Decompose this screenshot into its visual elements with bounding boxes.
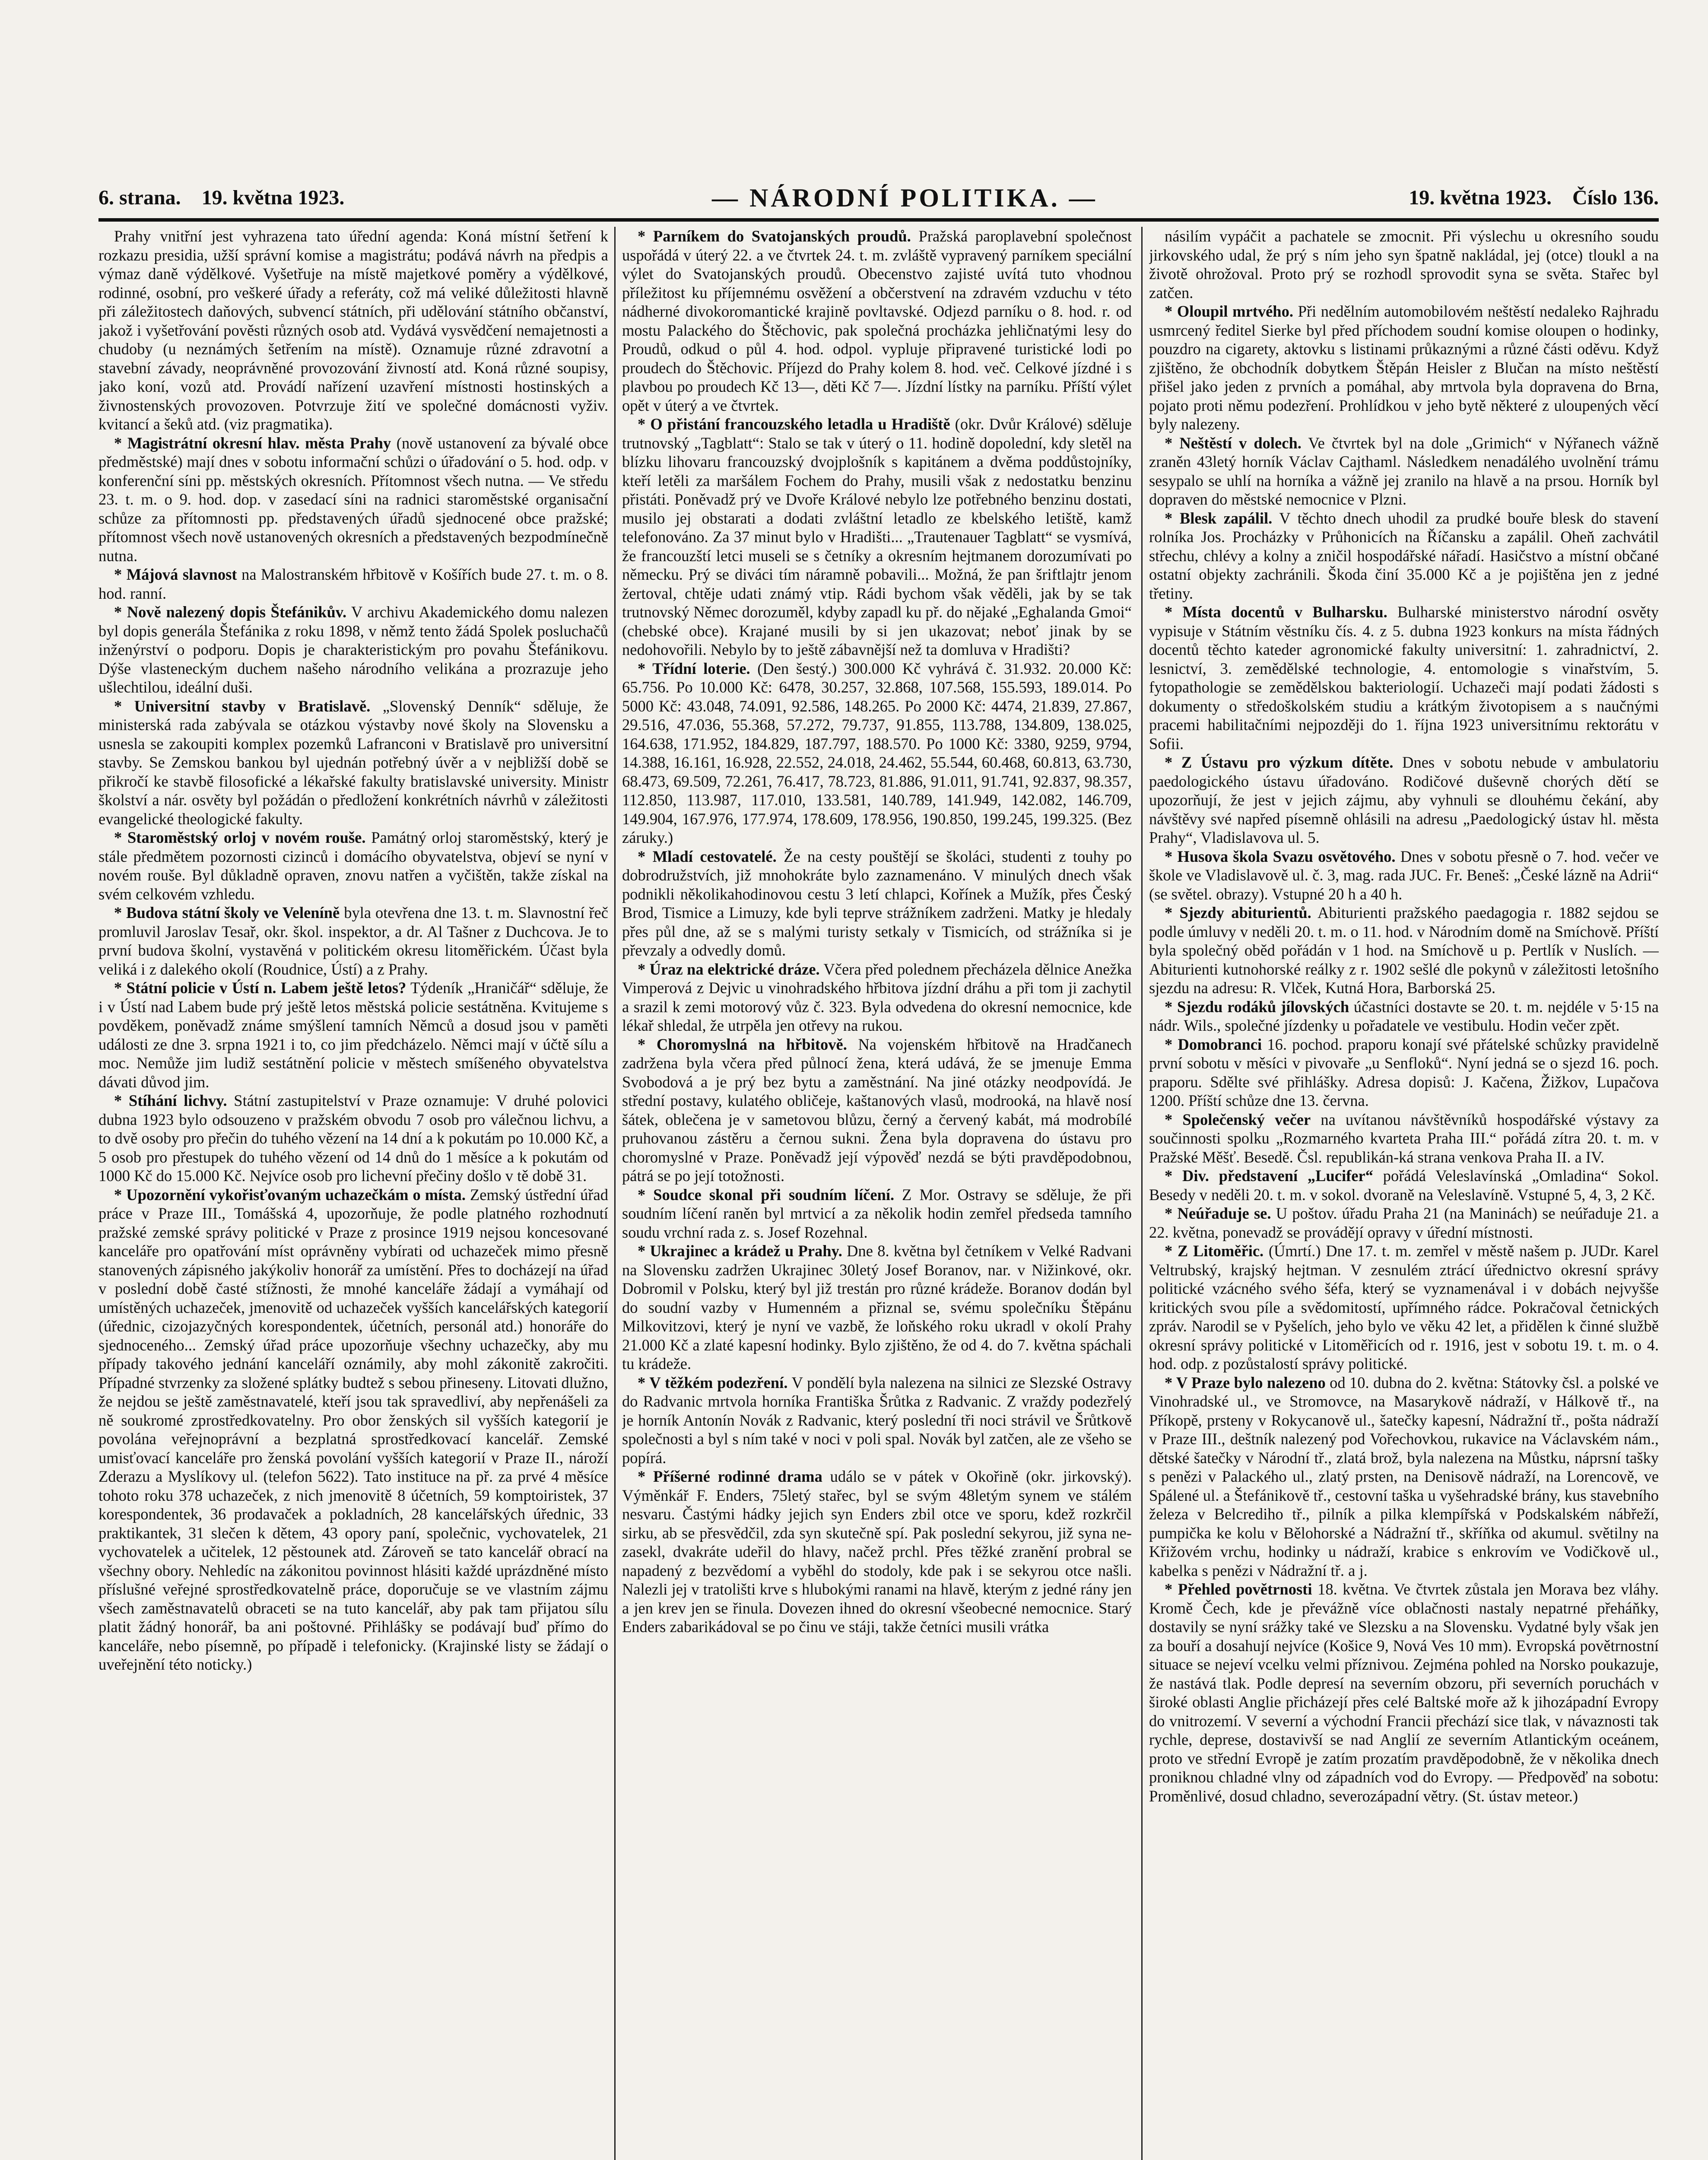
- news-article: [98, 565, 608, 603]
- news-article: [622, 1242, 1132, 1373]
- article-text: 18. května. Ve čtvrtek zůstala jen Morava bez vláhy. Kromě Čech, kde je převážně více oblačnosti nastaly nepatrné přeháňky, dostavily se nyní srážky také ve Slezsku a na Slovensku. Vydatné byly však jen za bouří a dosahují nejvíce (Košice 9, Nová Ves 10 mm). Evropská povětrnostní situace se nejeví vcelku velmi příznivou. Zejména pohled na Norsko poukazuje, že nastává tlak. Podle depresí na severním obzoru, při severních poruchách v široké oblasti Anglie přicházejí přes celé Baltské moře až k jihozápadní Evropy do vnitrozemí. V severní a východní Francii přechází sice tlak, v návaznosti tak rychle, deprese, dostavivší se nad Anglií ze severním Atlantickým oceánem, proto ve střední Evropě je zatím prozatím pravděpodobně, že v několika dnech proniknou chladné vlny od západních vod do Evropy. — Předpověď na sobotu: Proměnlivé, dosud chladno, severozápadní větry. (St. ústav meteor.): [1149, 1580, 1659, 1805]
- news-article: [98, 828, 608, 903]
- article-headline: * Mladí cestovatelé.: [638, 847, 777, 865]
- article-headline: * Husova škola Svazu osvětového.: [1165, 847, 1396, 865]
- article-headline: * Sjezdy abiturientů.: [1165, 904, 1311, 921]
- article-headline: * Parníkem do Svatojanských proudů.: [638, 227, 911, 245]
- article-text: Ve čtvrtek byl na dole „Grimich“ v Nýřanech vážně zraněn 43letý horník Václav Cajthaml. Následkem nenadálého uvolnění trámu sesypalo se uhlí na horníka a vážně jej zranilo na hlavě a na prsou. Horník byl dopraven do městské nemocnice v Plzni.: [1149, 434, 1659, 508]
- article-headline: * Nově nalezený dopis Štefánikův.: [114, 603, 347, 621]
- article-headline: * Státní policie v Ústí n. Labem ještě letos?: [114, 979, 406, 997]
- news-article: [1149, 1035, 1659, 1110]
- news-article: [98, 227, 608, 434]
- article-text: (nově ustanovení za bývalé obce předměstské) mají dnes v sobotu informační schůzi o úřadování o 5. hod. odp. v konferenční síni pp. městských okresních. Přítomnost všech nutna. — Ve středu 23. t. m. o 9. hod. dop. v zasedací síni na radnici staroměstské organisační schůze za přítomnosti pp. představených úřadů sjednocené obce pražské; přítomnost všech nově ustanovených okresních a představených bezpodmínečně nutna.: [98, 434, 608, 565]
- article-headline: * Příšerné rodinné drama: [638, 1468, 822, 1485]
- article-headline: * Oloupil mrtvého.: [1165, 302, 1293, 320]
- header-rule: [98, 218, 1659, 222]
- article-headline: * Domobranci: [1165, 1035, 1262, 1053]
- news-article: [1149, 1580, 1659, 1805]
- article-text: Státní zastupitelství v Praze oznamuje: V druhé polovici dubna 1923 bylo odsouzeno v pražském obvodu 7 osob pro válečnou lichvu, a to dvě osoby pro přečin do tuhého vězení na 14 dní a k pokutám po 10.000 Kč, a 5 osob pro přestupek do tuhého vězení od 14 dnů do 1 měsíce a k pokutám od 1000 Kč do 15.000 Kč. Nejvíce osob pro lichevní přečiny došlo v tě době 31.: [98, 1092, 608, 1185]
- article-text: Dnes v sobotu nebude v ambulatoriu paedologického ústavu úřadováno. Rodičové duševně chorých dětí se upozorňují, že jest v jejich zájmu, aby vyhnuli se dlouhému čekání, aby návštěvy své napřed písemně ohlásili na adresu „Paedologický ústav hl. města Prahy“, Vladislavova ul. 5.: [1149, 753, 1659, 846]
- article-text: (Úmrtí.) Dne 17. t. m. zemřel v městě našem p. JUDr. Karel Veltrubský, krajský hejtman. V zesnulém ztrácí úřednictvo okresní správy politické vzácného svého šéfa, který se vyznamenával i v dobách nejvyšše kritických svou píle a svědomitostí, upřímného rádce. Pokračoval četnických zpráv. Narodil se v Pyšelích, jeho bylo ve věku 42 let, a přidělen k činné službě okresní správy politické v Litoměřicích od r. 1916, jest v sobotu 19. t. m. o 4. hod. odp. z pozůstalostí správy politické.: [1149, 1242, 1659, 1372]
- article-text: V těchto dnech uhodil za prudké bouře blesk do stavení rolníka Jos. Procházky v Průhonicích na Říčansku a zapálil. Oheň zachvátil střechu, chlévy a kolny a zničil hospodářské nářadí. Hasičstvo a místní občané ostatní objekty zachránili. Škoda činí 35.000 Kč a je pojištěna jen z jedné třetiny.: [1149, 509, 1659, 602]
- article-text: 16. pochod. praporu konají své přátelské schůzky pravidelně první sobotu v měsíci v pivovaře „u Senfloků“. Nyní jedná se o sjezd 16. poch. praporu. Sdělte své přihlášky. Adresa dopisů: J. Kačena, Žižkov, Lupačova 1200. Příští schůze dne 13. června.: [1149, 1035, 1659, 1109]
- article-headline: * Budova státní školy ve Veleníně: [114, 904, 340, 921]
- news-article: [1149, 603, 1659, 753]
- article-text: Z Mor. Ostravy se sděluje, že při soudním líčení raněn byl mrtvicí a za několik hodin zemřel předseda tamního soudu vrchní rada z. s. Josef Rozehnal.: [622, 1185, 1132, 1241]
- news-article: [98, 434, 608, 565]
- article-headline: * Div. představení „Lucifer“: [1165, 1167, 1373, 1185]
- article-headline: * Ukrajinec a krádež u Prahy.: [638, 1242, 842, 1260]
- news-article: [622, 659, 1132, 847]
- news-article: [1149, 509, 1659, 603]
- news-article: [98, 1091, 608, 1185]
- news-article: [1149, 1110, 1659, 1167]
- column-divider: [1141, 227, 1143, 2160]
- news-article: [98, 603, 608, 697]
- article-headline: * Třídní loterie.: [638, 659, 750, 677]
- article-headline: * Společenský večer: [1165, 1110, 1311, 1128]
- news-article: [622, 1467, 1132, 1636]
- news-article: [1149, 753, 1659, 847]
- news-article: [622, 847, 1132, 960]
- article-headline: * Soudce skonal při soudním líčení.: [638, 1185, 895, 1204]
- article-text: od 10. dubna do 2. května: Státovky čsl. a polské ve Vinohradské ul., ve Stromovce, na Masarykově nádraží, v Hálkově tř., na Příkopě, prsteny v Rokycanově ul., šatečky kapesní, Nádražní tř., pošta nádraží v Praze III., deštník nalezený pod Vořechovkou, rukavice na Václavském nám., dětské šatečky v Národní tř., zlatá brož, byla nalezena na Můstku, náprsní tašky s penězi v Palackého ul., zlatý prsten, na Denisově nádraží, na Lorencově, ve Spálené ul. a Štefánikově tř., cestovní taška u vyšehradské brány, kus stavebního železa v Belcrediho tř., pilník a pilka klempířská v Podskalském nábřeží, pumpička ke kolu v Bělohorské a Nádražní tř., skříňka od akumul. světilny na Křižovém vrchu, hodinky u nádraží, krabice s enkrovím ve Vodičkově ul., kabelka s penězi v Nádražní tř. a j.: [1149, 1373, 1659, 1579]
- article-headline: * V těžkém podezření.: [638, 1373, 788, 1391]
- article-headline: * Z Ústavu pro výzkum dítěte.: [1165, 753, 1394, 771]
- article-text: Včera před polednem přecházela dělnice Anežka Vimperová z Dejvic u vinohradského hřbitova jízdní dráhu a při tom ji zachytil a srazil k zemi motorový vůz č. 323. Byla odvedena do okresní nemocnice, kde lékař shledal, že utrpěla jen otřevy na rukou.: [622, 960, 1132, 1034]
- column-3: [1149, 227, 1659, 2160]
- issue-number: Číslo 136.: [1572, 186, 1659, 209]
- news-article: [1149, 227, 1659, 302]
- article-text: Zemský ústřední úřad práce v Praze III., Tomášská 4, upozorňuje, že podle platného rozhodnutí pražské zemské správy politické v Praze z prosince 1919 nejsou koncesované kanceláře pro opatřování míst oprávněny vybírati od uchazeček mimo přesně stanovených zápisného jakýkoliv honorář za umístění. Přes to docházejí na úřad v poslední době časté stížnosti, že mnohé kanceláře žádají a vymáhají od umístěných uchazeček, jmenovitě od uchazeček vyšších kancelářských kategorií (úřednic, cizojazyčných korespondentek, účetních, personál atd.) honoráře do sjednoceného... Zemský úřad práce upozorňuje všechny uchazečky, aby mu případy takového jednání kanceláří oznámily, aby mohl zákonitě zakročiti. Případné stvrzenky za složené splátky budtež s sebou přineseny. Litovati dlužno, že nejdou se ještě zaměstnavatelé, kteří jsou tak spravedliví, aby nepřenášeli za ně soukromé zprostředkovatelny. Pro obor ženských sil vyšších kategorií je povolána veřejnoprávní a bezplatná sprostředkovací kancelář. Zemské umisťovací kanceláře pro ženská povolání vyšších kategorií v Praze II., nároží Zderazu a Myslíkovy ul. (telefon 5622). Tato instituce na př. za prvé 4 měsíce tohoto roku 378 uchazeček, z nich jmenovitě 8 účetních, 59 komptoiristek, 37 korespondentek, 36 prodavaček a pokladních, 28 kancelářských úřednic, 33 praktikantek, 31 slečen k dětem, 43 opory paní, společnic, vychovatelek, 21 vychovatelek a učitelek, 12 pěstounek atd. Zároveň se tato kancelář obrací na všechny obory. Nehledíc na zákonitou povinnost hlásiti každé uprázdněné místo příslušné veřejné sprostředkovatelně práce, doporučuje se ve vlastním zájmu všech zaměstnavatelů obraceti se na tuto kancelář, aby pak tam přijatou sílu platit žádný honorář, ba ani poštovné. Přihlášky se podávají buď přímo do kanceláře, nebo písemně, po případě i telefonicky. (Krajinské listy se žádají o uveřejnění této noticky.): [98, 1185, 608, 1673]
- article-text: V archivu Akademického domu nalezen byl dopis generála Štefánika z roku 1898, v němž tento žádá Spolek posluchačů inženýrství o podporu. Dopis je charakteristickým pro povahu Štefánikovu. Dýše vlasteneckým duchem našeho národního velikána a prozrazuje jeho ušlechtilou, ideální duši.: [98, 603, 608, 696]
- article-text: Bulharské ministerstvo národní osvěty vypisuje v Státním věstníku čís. 4. z 5. dubna 1923 konkurs na místa řádných docentů těchto kateder agronomické fakulty universitní: 1. zahradnictví, 2. lesnictví, 3. zemědělské technologie, 4. entomologie s vinařstvím, 5. fytopathologie se zemědělskou bakteriologií. Uchazeči mají podati žádosti s dokumenty o středoškolském studiu a krátkým životopisem a s naučnými pracemi habilitačními nejpozději do 1. října 1923 universitnímu rektorátu v Sofii.: [1149, 603, 1659, 753]
- article-headline: * Z Litoměřic.: [1165, 1242, 1264, 1260]
- article-text: Že na cesty pouštějí se školáci, studenti z touhy po dobrodružstvích, již mnohokráte bylo zaznamenáno. V minulých dnech však podnikli několikahodinovou cestu 3 letí chlapci, Kořínek a Mužík, přes Český Brod, Tismice a Limuzy, kde byli teprve strážníkem zadrženi. Matky je hledaly přes půl dne, až se s malými turisty setkaly v Tismicích, od strážníka si je převzaly a odvedly domů.: [622, 847, 1132, 959]
- column-2: [622, 227, 1132, 2160]
- article-text: na Malostranském hřbitově v Košířích bude 27. t. m. o 8. hod. ranní.: [98, 565, 608, 602]
- news-article: [622, 227, 1132, 415]
- article-text: Dnes v sobotu přesně o 7. hod. večer ve škole ve Vladislavově ul. č. 3, mag. rada JUC. Fr. Beneš: „České lázně na Adrii“ (se světel. obrazy). Vstupné 20 h a 40 h.: [1149, 847, 1659, 903]
- article-text: Dne 8. května byl četníkem v Velké Radvani na Slovensku zadržen Ukrajinec 30letý Josef Boranov, nar. v Nižinkové, okr. Dobromil v Polsku, který byl již trestán pro různé krádeže. Boranov dodán byl do soudní vazby v Humenném a přiznal se, svému společníku Štěpánu Milkovitzovi, který je nyní ve vazbě, že loňského roku ukradl v okolí Prahy 21.000 Kč a zlaté kapesní hodinky. Bylo zjištěno, že od 4. do 7. května spáchali tu krádeže.: [622, 1242, 1132, 1372]
- column-1: [98, 227, 608, 2160]
- header-right: [1409, 186, 1659, 210]
- news-article: [1149, 434, 1659, 509]
- article-text: účastníci dostavte se 20. t. m. nejdéle v 5·15 na nádr. Wils., společné jízdenky u pořadatele ve vestibulu. Hodin večer zpět.: [1149, 997, 1659, 1034]
- article-text: Na vojenském hřbitově na Hradčanech zadržena byla včera před půlnocí žena, která udává, že se jmenuje Emma Svobodová a je prý bez bytu a zaměstnání. Na jiné otázky neodpovídá. Je střední postavy, kulatého obličeje, kaštanových vlasů, modrooká, na hlavě nosí šátek, oblečena je v sametovou blůzu, černý a červený kabát, má modrobílé pruhovanou zástěru a černou sukni. Žena byla dopravena do ústavu pro choromyslné v Praze. Poněvadž její výpověď nezdá se býti pravděpodobnou, pátrá se po její totožnosti.: [622, 1035, 1132, 1185]
- article-headline: * Magistrátní okresní hlav. města Prahy: [114, 434, 391, 452]
- article-text: pořádá Veleslavínská „Omladina“ Sokol. Besedy v neděli 20. t. m. v sokol. dvoraně na Veleslavíně. Vstupné 5, 4, 3, 2 Kč.: [1149, 1167, 1659, 1204]
- article-text: událo se v pátek v Okořině (okr. jirkovský). Výměnkář F. Enders, 75letý stařec, byl se svým 48letým synem ve stálém nesvaru. Častými hádky jejich syn Enders zbil otce ve sporu, kdež rozkrčil sirku, ab se přesvědčil, zda syn skutečně spí. Pak poslední sekyrou, již syna ne-zasekl, dvakráte udeřil do hlavy, načež prchl. Přes těžké zranění probral se napadený z bezvědomí a vyběhl do stodoly, kde pak i se sekyrou otce našli. Nalezli jej v tratolišti krve s hlubokými ranami na hlavě, kterým z jedné rány jen a jen krev jen se řinula. Dovezen ihned do okresní všeobecné nemocnice. Starý Enders zabarikádoval se po činu ve stáji, takže četníci musili vrátka: [622, 1468, 1132, 1636]
- article-headline: * Májová slavnost: [114, 565, 237, 583]
- news-article: [622, 1373, 1132, 1468]
- news-article: [1149, 1373, 1659, 1580]
- header-date-right: 19. května 1923.: [1409, 186, 1552, 209]
- news-article: [98, 697, 608, 829]
- article-text: násilím vypáčit a pachatele se zmocnit. Při výslechu u okresního soudu jirkovského udal, že prý s ním jeho syn špatně nakládal, jej (otce) tloukl a na životě ohrožoval. Proto prý se rozhodl sprovodit syna se světa. Stařec byl zatčen.: [1149, 227, 1659, 302]
- article-text: „Slovenský Denník“ sděluje, že ministerská rada zabývala se otázkou výstavby nové školy na Slovensku a usnesla se zakoupiti komplex pozemků Lafranconi v Bratislavě pro universitní stavby. Se Zemskou bankou byl ujednán potřebný úvěr a v nejbližší době se přikročí ke stavbě filosofické a lékařské fakulty bratislavské university. Ministr školství a nár. osvěty byl požádán o předložení konkrétních návrhů v záležitosti evangelické theologické fakulty.: [98, 697, 608, 828]
- news-article: [98, 1185, 608, 1674]
- article-headline: * Sjezdu rodáků jílovských: [1165, 997, 1349, 1016]
- header-left: [98, 186, 344, 210]
- news-article: [98, 903, 608, 978]
- article-headline: * Staroměstský orloj v novém rouše.: [114, 829, 366, 846]
- article-headline: * Neúřaduje se.: [1165, 1204, 1271, 1222]
- news-article: [1149, 302, 1659, 434]
- news-article: [622, 1035, 1132, 1185]
- article-headline: * Choromyslná na hřbitově.: [638, 1035, 847, 1053]
- article-text: U poštov. úřadu Praha 21 (na Maninách) se neúřaduje 21. a 22. května, ponevadž se provádějí opravy v úřední místnosti.: [1149, 1204, 1659, 1241]
- article-headline: * Universitní stavby v Bratislavě.: [114, 697, 371, 715]
- article-text: Pražská paroplavební společnost uspořádá v úterý 22. a ve čtvrtek 24. t. m. zvláště vypravený parníkem speciální výlet do Svatojanských proudů. Obecenstvo zajisté uvítá tuto vhodnou příležitost ku příjemnému osvěžení a občerstvení na zdravém vzduchu v této nádherné divokoromantické krajině povltavské. Odjezd parníku o 8. hod. r. od mostu Palackého do Štěchovic, pak společná procházka jehličnatými lesy do Proudů, odkud o půl 4. hod. odpol. vypluje připravené turistické lodi po proudech do Štěchovic. Příjezd do Prahy kolem 8. hod. več. Celkové jízdné i s plavbou po proudech Kč 13—, děti Kč 7—. Jízdní lístky na parníku. Příští výlet opět v úterý a ve čtvrtek.: [622, 227, 1132, 414]
- article-headline: * V Praze bylo nalezeno: [1165, 1373, 1326, 1391]
- article-headline: * Upozornění vykořisťovaným uchazečkám o místa.: [114, 1185, 466, 1204]
- news-article: [622, 415, 1132, 659]
- page-number: 6. strana.: [98, 186, 181, 209]
- article-text: byla otevřena dne 13. t. m. Slavnostní řeč promluvil Jaroslav Tesař, okr. škol. inspektor, a dr. Al Tašner z Duchcova. Je to první budova školní, vystavěná v politickém okresu litoměřickém. Účast byla veliká i z dalekého okolí (Roudnice, Ústí) a z Prahy.: [98, 904, 608, 978]
- article-headline: * Přehled povětrnosti: [1165, 1580, 1312, 1598]
- header-date-left: 19. května 1923.: [201, 186, 345, 209]
- news-article: [622, 960, 1132, 1035]
- news-article: [1149, 847, 1659, 904]
- article-headline: * Stíhání lichvy.: [114, 1092, 227, 1109]
- article-text: Památný orloj staroměstský, který je stále předmětem pozornosti cizinců i domácího obyvatelstva, objeví se nyní v novém rouše. Byl důkladně opraven, znovu natřen a vyčištěn, takže získal na svém celkovém vzhledu.: [98, 829, 608, 903]
- column-divider: [614, 227, 616, 2160]
- article-headline: * Úraz na elektrické dráze.: [638, 960, 820, 978]
- article-text: (okr. Dvůr Králové) sděluje trutnovský „Tagblatt“: Stalo se tak v úterý o 11. hodině dopolední, kdy sletěl na blízku lihovaru francouzský dvojplošník s kapitánem a dvěma poddůstojníky, kteří letěli za maršálem Fochem do Prahy, musili však z nedostatku benzinu přistáti. Poněvadž prý ve Dvoře Králové nebylo lze potřebného benzinu dostati, musilo jej obstarati a dodati zvláštní letadlo ze kbelského letiště, kamž telefonováno. Za 37 minut bylo v Hradišti... „Trautenauer Tagblatt“ se vysmívá, že francouzští letci museli se s četníky a okresním hejtmanem dorozumívati po německu. Prý se diváci tím náramně pobavili... Možná, že pan šriftlajtr jenom žertoval, chtěje udati známý vtip. Rádi bychom však věděli, jak by se tak trutnovský Němec dorozuměl, kdyby zapadl ku př. do nějaké „Eghalanda Gmoi“ (chebské obce). Krajané musili by si jen ukazovat; neboť jinak by se nedohovořili. Nebylo by to ještě zábavnější než ta domluva v Hradišti?: [622, 415, 1132, 658]
- article-headline: * Neštěstí v dolech.: [1165, 434, 1302, 452]
- news-article: [622, 1185, 1132, 1242]
- article-text: Týdeník „Hraničář“ sděluje, že i v Ústí nad Labem bude prý ještě letos městská policie sestátněna. Kvitujeme s povděkem, poněvadž známe smýšlení tamních Němců a dosud jsou v paměti události ze dne 3. srpna 1921 i to, co jim předcházelo. Němci mají v účtě sílu a moc. Nemůže jim ludiž sestátnění policie v městech smíšeného obyvatelstva dávati důvod jim.: [98, 979, 608, 1091]
- page-header: [98, 181, 1659, 220]
- article-headline: * Místa docentů v Bulharsku.: [1165, 603, 1387, 621]
- newspaper-title: — NÁRODNÍ POLITIKA. —: [712, 184, 1098, 212]
- article-text: (Den šestý.) 300.000 Kč vyhrává č. 31.932. 20.000 Kč: 65.756. Po 10.000 Kč: 6478, 30.257, 32.868, 107.568, 155.593, 189.014. Po 5000 Kč: 43.048, 74.091, 92.586, 148.265. Po 2000 Kč: 4474, 21.839, 27.867, 29.516, 47.036, 55.368, 57.272, 79.737, 91.855, 113.788, 134.809, 138.025, 164.638, 171.952, 184.829, 187.797, 188.570. Po 1000 Kč: 3380, 9259, 9794, 14.388, 16.161, 16.928, 22.552, 24.018, 24.462, 55.544, 60.468, 60.813, 63.730, 68.473, 69.509, 72.261, 76.417, 78.723, 81.886, 91.011, 91.741, 92.837, 98.357, 112.850, 113.987, 117.010, 133.581, 140.789, 141.949, 142.082, 146.709, 149.904, 167.976, 177.974, 178.609, 178.956, 190.850, 199.245, 199.325. (Bez záruky.): [622, 659, 1132, 846]
- news-article: [1149, 1204, 1659, 1242]
- news-article: [1149, 1166, 1659, 1204]
- article-text: na uvítanou návštěvníků hospodářské výstavy za součinnosti spolku „Rozmarného kvarteta Praha III.“ pořádá zítra 20. t. m. v Pražské Měšť. Besedě. Čsl. republikán-ká strana venkova Praha II. a IV.: [1149, 1110, 1659, 1166]
- article-text: Abiturienti pražského paedagogia r. 1882 sejdou se podle úmluvy v neděli 20. t. m. o 11. hod. v Národním domě na Smíchově. Příští byla společný oběd pořádán v 1 hod. na Smíchově u p. Pertlík v Nuslích. — Abiturienti kutnohorské reálky z r. 1902 sešlé dle pokynů v záležitosti letošního sjezdu na adresu: R. Vlček, Kutná Hora, Barborská 25.: [1149, 904, 1659, 997]
- article-text: Prahy vnitřní jest vyhrazena tato úřední agenda: Koná místní šetření k rozkazu presidia, užší správní komise a magistrátu; podává návrh na předpis a výmaz daně výdělkové. Vyšetřuje na místě majetkové poměry a výdělkové, rodinné, osobní, pro veškeré úřady a referáty, což má veliké důležitosti hlavně při záležitostech daňových, subvencí státních, při udělování státního občanství, jakož i vyšetřování pověsti různých osob atd. Vydává vysvědčení nemajetnosti a chudoby (u neznámých šetřením na místě). Oznamuje různé zdravotní a stavební závady, neoprávněné provozování živností atd. Koná různé soupisy, jako koní, vozů atd. Provádí nařízení uzavření místnosti hostinských a živnostenských provozoven. Potvrzuje žití ve společné domácnosti vyživ. kvitancí a šeků atd. (viz pragmatika).: [98, 227, 608, 433]
- news-article: [1149, 997, 1659, 1035]
- article-headline: * Blesk zapálil.: [1165, 509, 1273, 527]
- article-text: Při nedělním automobilovém neštěstí nedaleko Rajhradu usmrcený ředitel Sierke byl před příchodem soudní komise oloupen o hodinky, pouzdro na cigarety, aktovku s listinami průkaznými a různé části oděvu. Když zjištěno, že obchodník dobytkem Štěpán Heisler z Blučan na místo neštěstí přišel jako jeden z prvních a pomáhal, aby mrtvola byla dopravena do Brna, pojato proti němu podezření. Prohlídkou v jeho bytě některé z uloupených věcí byly nalezeny.: [1149, 302, 1659, 433]
- news-article: [98, 978, 608, 1091]
- news-article: [1149, 903, 1659, 997]
- news-article: [1149, 1242, 1659, 1373]
- article-headline: * O přistání francouzského letadla u Hradiště: [638, 415, 950, 433]
- article-text: V pondělí byla nalezena na silnici ze Slezské Ostravy do Radvanic mrtvola horníka Františka Šrůtka z Radvanic. Z vraždy podezřelý je horník Antonín Novák z Radvanic, který poslední tři noci strávil ve Šrůtkově společnosti a byl s ním také v noci v poli spal. Novák byl zatčen, ale ze všeho se popírá.: [622, 1373, 1132, 1467]
